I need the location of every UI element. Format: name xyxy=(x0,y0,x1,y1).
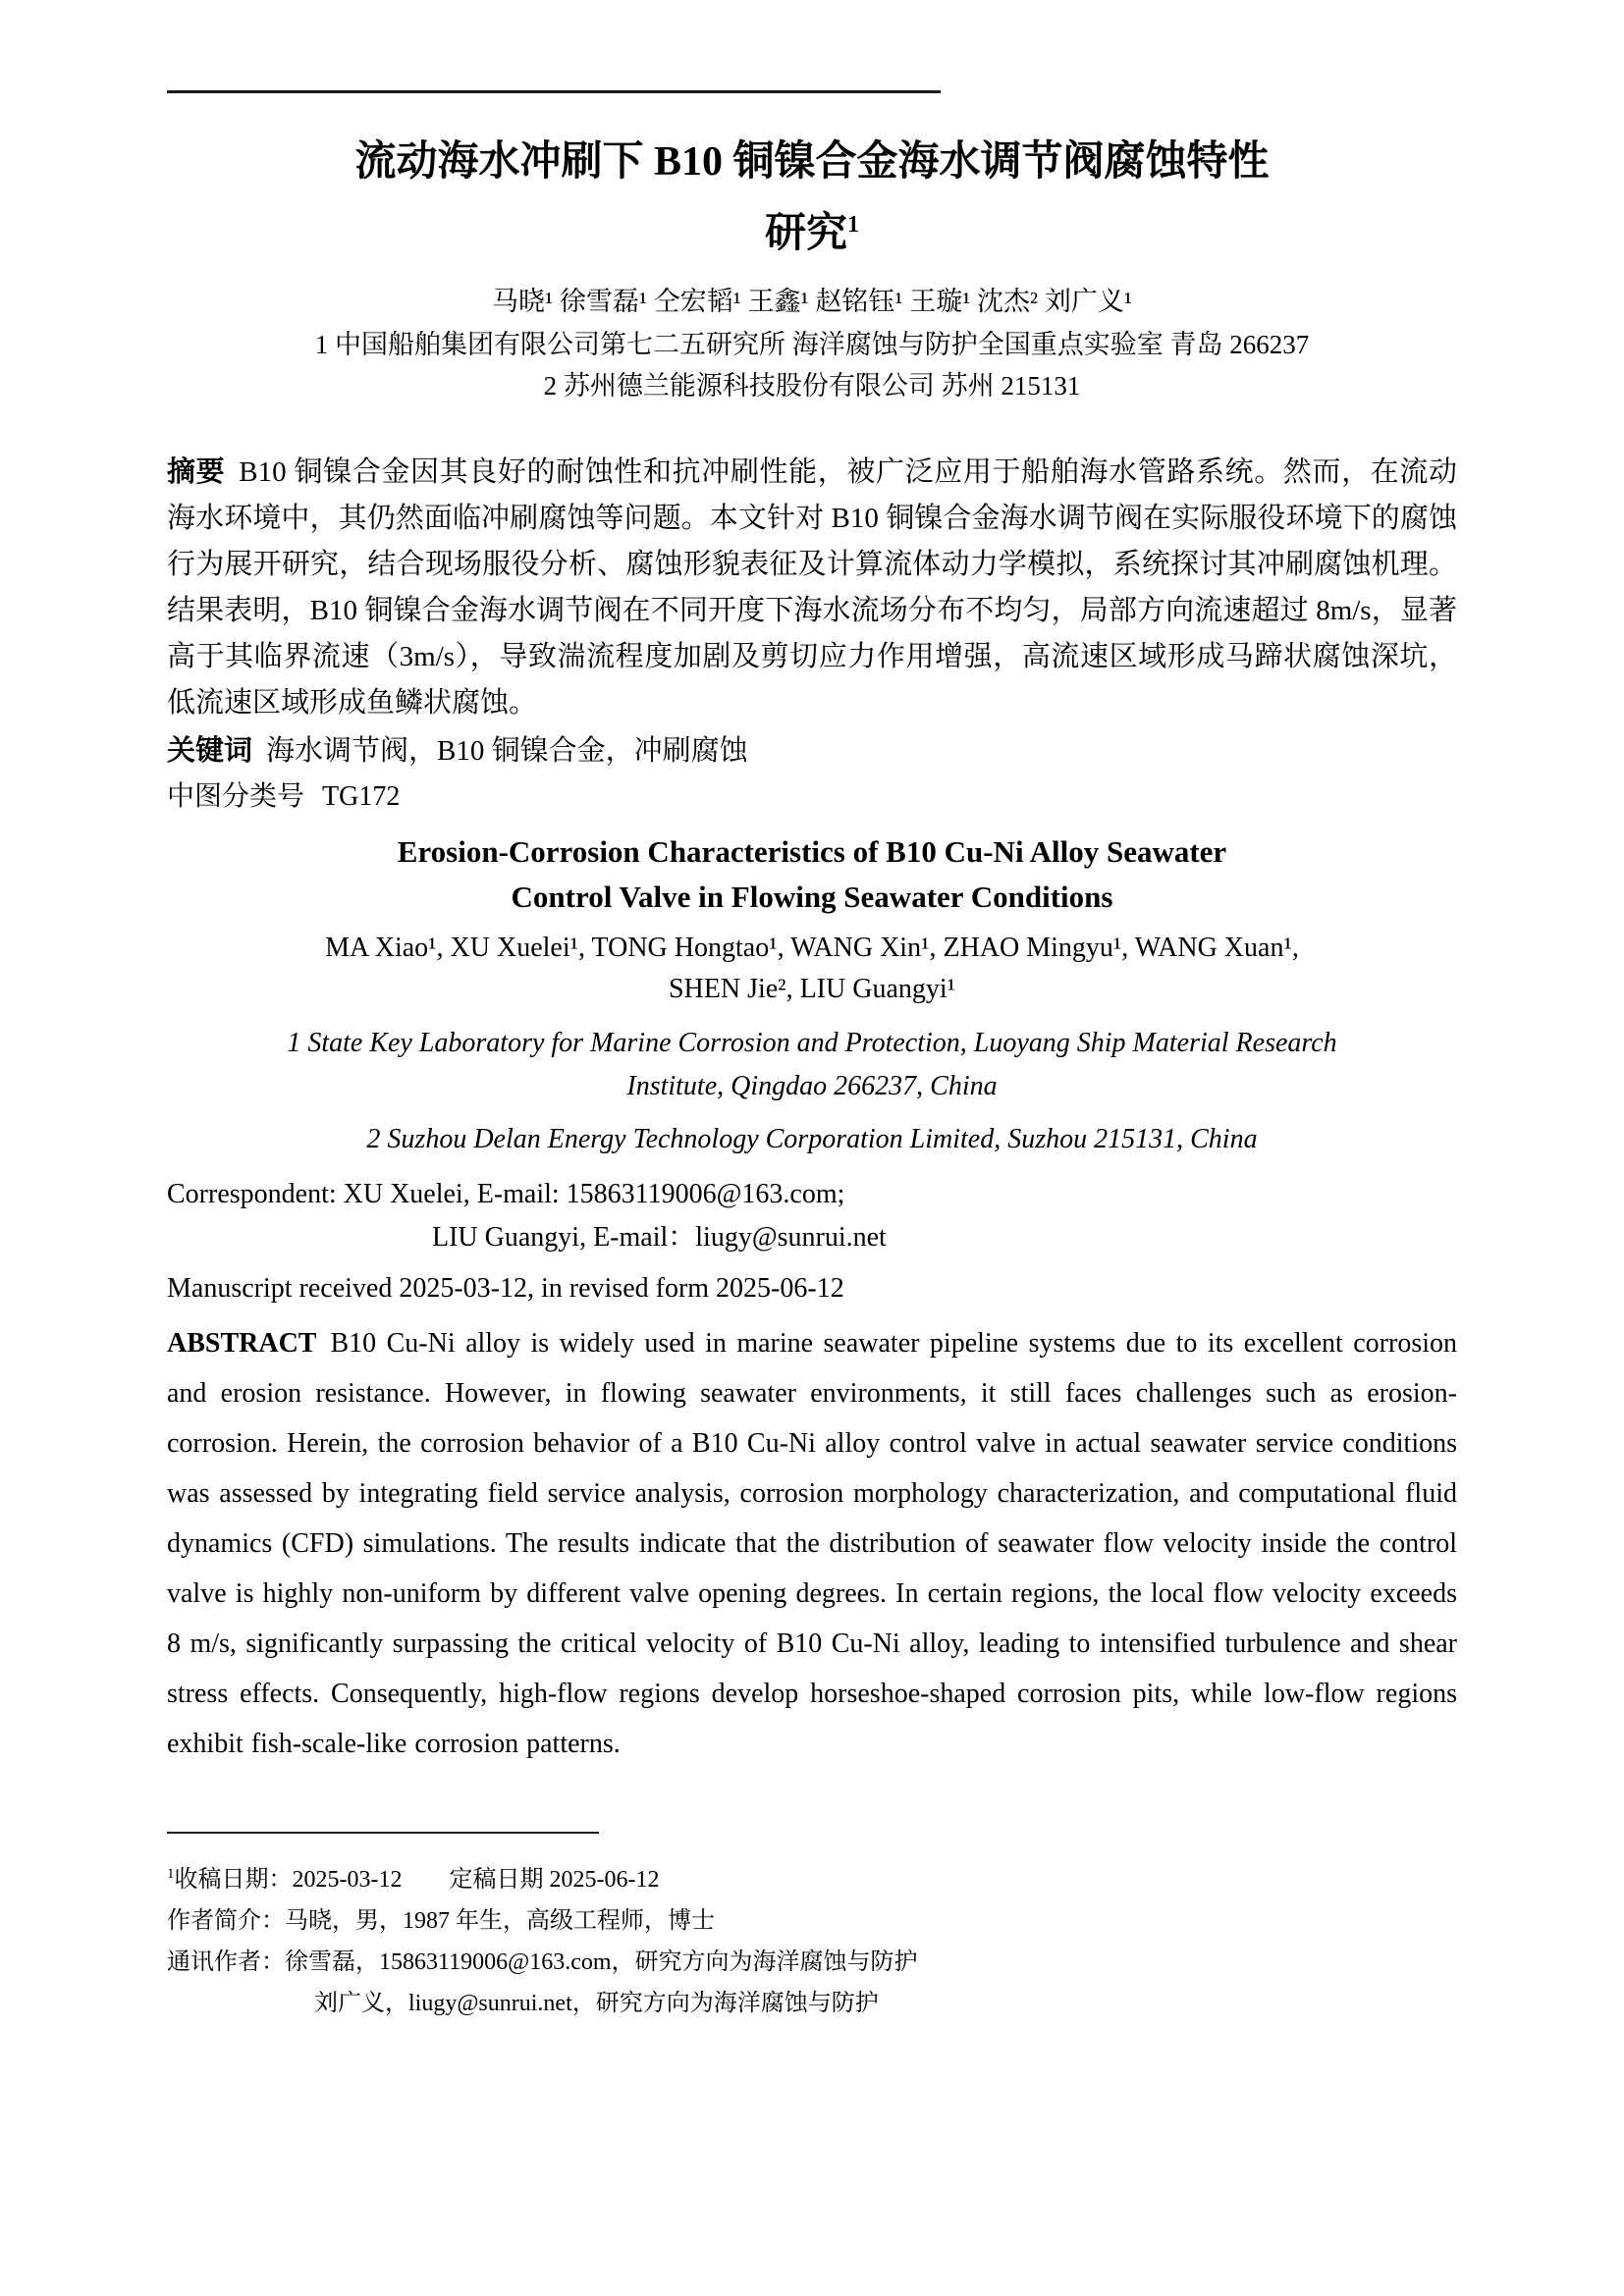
footnote-dates xyxy=(167,1853,1457,1900)
abstract-zh xyxy=(167,450,1457,726)
authors-en xyxy=(167,928,1457,1010)
title-zh-line2 xyxy=(167,193,1457,265)
authors-zh: 马晓¹ 徐雪磊¹ 仝宏韬¹ 王鑫¹ 赵铭钰¹ 王璇¹ 沈杰² 刘广义¹ xyxy=(491,287,1132,316)
correspondent-line-2: LIU Guangyi, E-mail：liugy@sunrui.net xyxy=(432,1222,887,1253)
authors-en-line1: MA Xiao¹, XU Xuelei¹, TONG Hongtao¹, WANG Xin¹, ZHAO Mingyu¹, WANG Xuan¹, xyxy=(325,933,1299,963)
clc-value: TG172 xyxy=(322,781,401,812)
title-footnote-marker: 1 xyxy=(847,212,859,238)
affiliation-zh-1: 1 中国船舶集团有限公司第七二五研究所 海洋腐蚀与防护全国重点实验室 青岛 266237 xyxy=(314,330,1310,359)
footnote-corresponding-author-2: 刘广义，liugy@sunrui.net，研究方向为海洋腐蚀与防护 xyxy=(314,1991,879,2016)
title-en-line2: Control Valve in Flowing Seawater Conditions xyxy=(511,880,1113,914)
paper-title-en xyxy=(167,829,1457,920)
abstract-en-text: B10 Cu-Ni alloy is widely used in marine seawater pipeline systems due to its excellent corrosion and erosion resistance. However, in flowing seawater environments, it still faces challenges such as erosion-corrosion. Herein, the corrosion behavior of a B10 Cu-Ni alloy control valve in actual seawater service conditions was assessed by integrating field service analysis, corrosion morphology characterization, and computational fluid dynamics (CFD) simulations. The results indicate that the distribution of seawater flow velocity inside the control valve is highly non-uniform by different valve opening degrees. In certain regions, the local flow velocity exceeds 8 m/s, significantly surpassing the critical velocity of B10 Cu-Ni alloy, leading to intensified turbulence and shear stress effects. Consequently, high-flow regions develop horseshoe-shaped corrosion pits, while low-flow regions exhibit fish-scale-like corrosion patterns. xyxy=(167,1328,1457,1759)
footnote-author-bio: 作者简介：马晓，男，1987 年生，高级工程师，博士 xyxy=(167,1908,715,1934)
footnote-dates-text: 收稿日期：2025-03-12 定稿日期 2025-06-12 xyxy=(174,1867,660,1893)
title-zh-line2-text: 研究 xyxy=(764,211,847,256)
affiliation-en-2: 2 Suzhou Delan Energy Technology Corporation Limited, Suzhou 215131, China xyxy=(366,1124,1258,1154)
affiliation-en-1: 1 State Key Laboratory for Marine Corrosion and Protection, Luoyang Ship Material Research Institute, Qingdao 266237, China xyxy=(287,1028,1337,1101)
abstract-zh-label: 摘要 xyxy=(167,456,226,488)
footnote-rule xyxy=(167,1832,599,1834)
footnote-marker: 1 xyxy=(167,1866,175,1882)
title-zh-line1: 流动海水冲刷下 B10 铜镍合金海水调节阀腐蚀特性 xyxy=(354,139,1270,185)
affiliation-zh-2: 2 苏州德兰能源科技股份有限公司 苏州 215131 xyxy=(543,371,1081,400)
abstract-en xyxy=(167,1318,1457,1769)
header-rule xyxy=(167,90,941,93)
abstract-zh-text: B10 铜镍合金因其良好的耐蚀性和抗冲刷性能，被广泛应用于船舶海水管路系统。然而，在流动海水环境中，其仍然面临冲刷腐蚀等问题。本文针对 B10 铜镍合金海水调节阀在实际服役环境下的腐蚀行为展开研究，结合现场服役分析、腐蚀形貌表征及计算流体动力学模拟，系统探讨其冲刷腐蚀机理。结果表明，B10 铜镍合金海水调节阀在不同开度下海水流场分布不均匀，局部方向流速超过 8m/s，显著高于其临界流速（3m/s），导致湍流程度加剧及剪切应力作用增强，高流速区域形成马蹄状腐蚀深坑，低流速区域形成鱼鳞状腐蚀。 xyxy=(167,456,1457,719)
keywords-zh xyxy=(167,728,1457,774)
clc-label: 中图分类号 xyxy=(167,781,305,812)
keywords-zh-label: 关键词 xyxy=(167,735,253,767)
clc-number xyxy=(167,774,1457,820)
abstract-en-label: ABSTRACT xyxy=(167,1328,317,1359)
paper-title-zh xyxy=(167,131,1457,265)
authors-en-line2: SHEN Jie², LIU Guangyi¹ xyxy=(668,974,956,1004)
correspondent-line-1: Correspondent: XU Xuelei, E-mail: 15863119006@163.com; xyxy=(167,1179,845,1209)
footnote-block xyxy=(167,1832,1457,2024)
manuscript-dates: Manuscript received 2025-03-12, in revised form 2025-06-12 xyxy=(167,1273,844,1304)
footnote-corresponding-author-1: 通讯作者：徐雪磊，15863119006@163.com，研究方向为海洋腐蚀与防护 xyxy=(167,1949,918,1975)
keywords-zh-text: 海水调节阀，B10 铜镍合金，冲刷腐蚀 xyxy=(266,735,748,767)
title-en-line1: Erosion-Corrosion Characteristics of B10 Cu-Ni Alloy Seawater xyxy=(397,834,1227,869)
